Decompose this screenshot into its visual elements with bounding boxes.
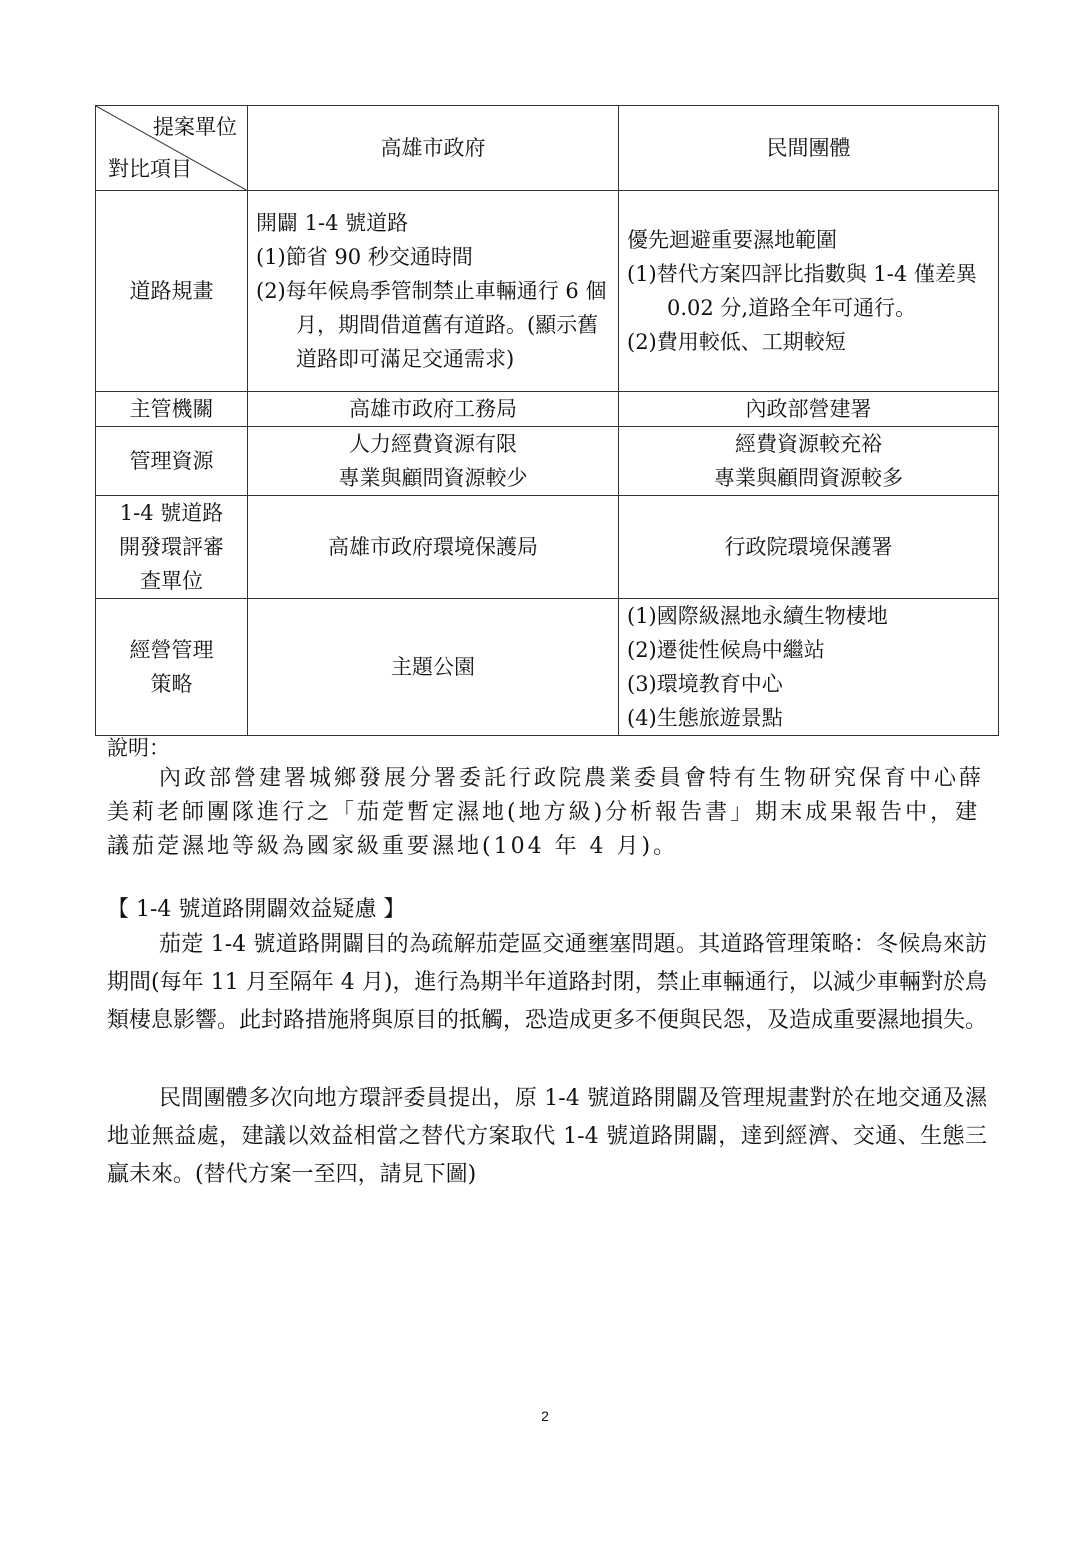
road-plan-gov-item-2: (2)每年候鳥季管制禁止車輛通行 6 個月，期間借道舊有道路。(顯示舊道路即可滿足交通需求) [256,279,607,371]
resources-ngo [619,427,999,496]
road-plan-gov-item-1: (1)節省 90 秒交通時間 [256,245,473,269]
table-header-row [96,106,999,191]
strategy-ngo-item-1: (1)國際級濕地永續生物棲地 [627,604,888,628]
resources-gov-line-2: 專業與顧問資源較少 [338,466,528,490]
eia-gov: 高雄市政府環境保護局 [248,496,619,599]
row-label-strategy-line-1: 經營管理 [129,638,214,662]
strategy-ngo-item-2: (2)遷徙性候鳥中繼站 [627,638,825,662]
row-label-strategy [96,599,248,736]
road-plan-ngo-title: 優先迴避重要濕地範圍 [627,228,837,252]
row-label-authority: 主管機關 [96,392,248,427]
header-proposer-label: 提案單位 [153,115,237,139]
authority-ngo: 內政部營建署 [619,392,999,427]
section-title: 【 1-4 號道路開闢效益疑慮 】 [107,897,406,922]
paragraph-1: 茄萣 1-4 號道路開闢目的為疏解茄萣區交通壅塞問題。其道路管理策略：冬候鳥來訪期間(每年 11 月至隔年 4 月)，進行為期半年道路封閉，禁止車輛通行，以減少車輛對於鳥類棲息影響。此封路措施將與原目的抵觸，恐造成更多不便與民怨，及造成重要濕地損失。 [107,932,988,1033]
header-item-label: 對比項目 [108,157,192,181]
road-plan-ngo-item-1: (1)替代方案四評比指數與 1-4 僅差異 0.02 分,道路全年可通行。 [627,262,977,320]
note-body [107,762,987,864]
resources-ngo-line-1: 經費資源較充裕 [735,432,882,456]
comparison-table [95,105,999,736]
row-label-eia [96,496,248,599]
resources-gov-line-1: 人力經費資源有限 [349,432,517,456]
resources-ngo-line-2: 專業與顧問資源較多 [714,466,903,490]
row-label-eia-line-1: 1-4 號道路 [119,501,224,525]
road-plan-ngo [619,191,999,392]
table-row-road-plan [96,191,999,392]
table-row-strategy [96,599,999,736]
note-label: 說明： [107,736,170,760]
table-row-authority [96,392,999,427]
road-plan-gov [248,191,619,392]
road-plan-ngo-item-2: (2)費用較低、工期較短 [627,330,846,354]
diagonal-header-cell [96,106,248,191]
road-plan-gov-title: 開闢 1-4 號道路 [256,211,409,235]
strategy-ngo-item-4: (4)生態旅遊景點 [627,706,783,730]
row-label-eia-line-3: 查單位 [140,569,203,593]
paragraph-2: 民間團體多次向地方環評委員提出，原 1-4 號道路開闢及管理規畫對於在地交通及濕地並無益處，建議以效益相當之替代方案取代 1-4 號道路開闢，達到經濟、交通、生態三贏未來。(替代方案一至四，請見下圖) [107,1086,987,1187]
row-label-eia-line-2: 開發環評審 [119,535,224,559]
strategy-ngo [619,599,999,736]
header-gov: 高雄市政府 [248,106,619,191]
strategy-gov: 主題公園 [248,599,619,736]
page-number: 2 [541,1408,549,1424]
note-text: 內政部營建署城鄉發展分署委託行政院農業委員會特有生物研究保育中心薛美莉老師團隊進行之「茄萣暫定濕地(地方級)分析報告書」期末成果報告中，建議茄萣濕地等級為國家級重要濕地(104 年 4 月)。 [107,766,985,859]
header-ngo: 民間團體 [619,106,999,191]
table-row-resources [96,427,999,496]
strategy-ngo-item-3: (3)環境教育中心 [627,672,783,696]
eia-ngo: 行政院環境保護署 [619,496,999,599]
row-label-resources: 管理資源 [96,427,248,496]
resources-gov [248,427,619,496]
row-label-road-plan: 道路規畫 [96,191,248,392]
row-label-strategy-line-2: 策略 [150,672,193,696]
authority-gov: 高雄市政府工務局 [248,392,619,427]
table-row-eia [96,496,999,599]
